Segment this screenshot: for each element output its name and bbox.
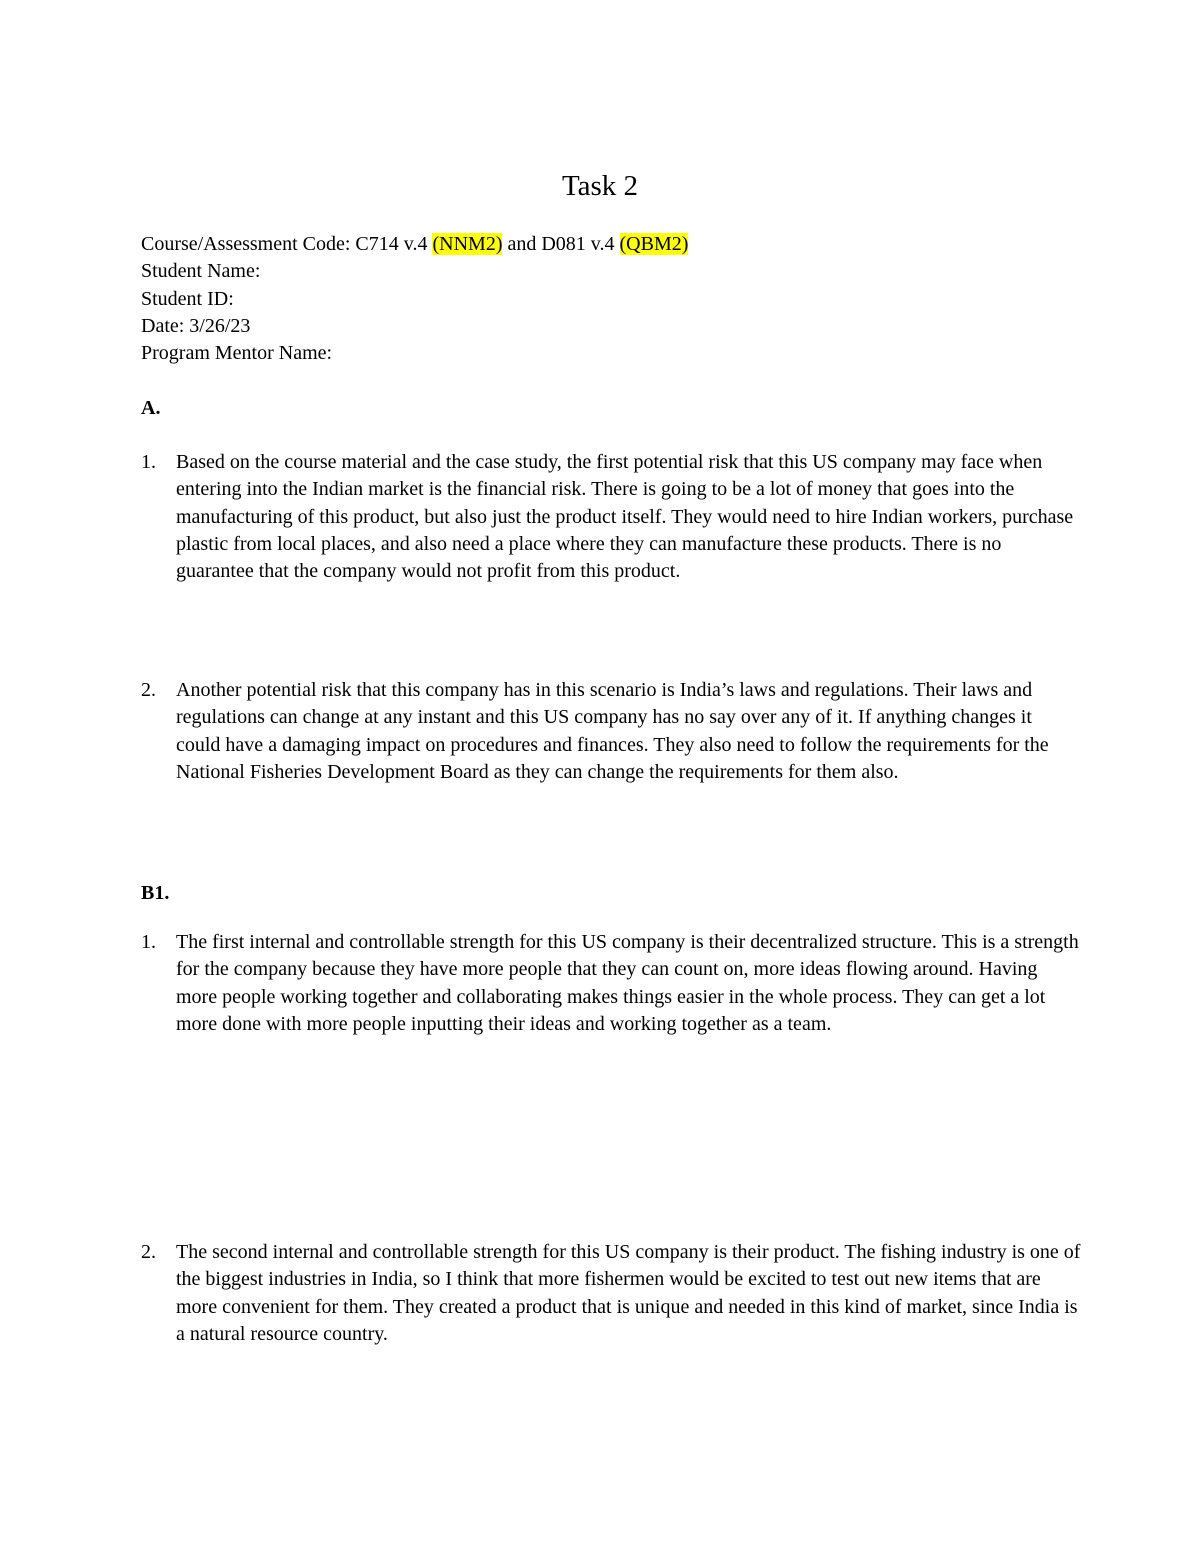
list-item-number: 2. xyxy=(141,1241,156,1263)
section-heading-a: A. xyxy=(141,397,161,419)
list-item xyxy=(141,929,1081,1038)
highlighted-code-nnm2: (NNM2) xyxy=(432,233,503,255)
list-item-number: 1. xyxy=(141,451,156,473)
list-item-text: Another potential risk that this company has in this scenario is India’s laws and regulations. Their laws and regulations can change at any instant and this US company has no say over any of it. If anything changes it could have a damaging impact on procedures and finances. They also need to follow the requirements for the National Fisheries Development Board as they can change the requirements for them also. xyxy=(176,679,1049,783)
date-line: Date: 3/26/23 xyxy=(141,314,251,337)
header-info xyxy=(141,231,688,367)
mentor-line: Program Mentor Name: xyxy=(141,342,333,365)
document-title: Task 2 xyxy=(561,170,639,202)
list-item-number: 1. xyxy=(141,931,156,953)
course-code-label: Course/Assessment Code: C714 v.4 xyxy=(141,233,433,255)
list-item-number: 2. xyxy=(141,679,156,701)
student-id-line: Student ID: xyxy=(141,287,234,310)
list-item-text: The first internal and controllable strength for this US company is their decentralized structure. This is a strength for the company because they have more people that they can count on, more ideas flowing around. Having more people working together and collaborating makes things easier in the whole process. They can get a lot more done with more people inputting their ideas and working together as a team. xyxy=(176,931,1079,1035)
course-code-middle: and D081 v.4 xyxy=(502,233,620,255)
highlighted-code-qbm2: (QBM2) xyxy=(619,233,689,255)
student-name-line: Student Name: xyxy=(141,260,261,283)
list-item xyxy=(141,677,1081,786)
list-item xyxy=(141,1239,1081,1348)
course-code-line xyxy=(141,231,688,258)
section-heading-b1: B1. xyxy=(141,882,170,904)
list-item xyxy=(141,449,1081,585)
list-item-text: Based on the course material and the case study, the first potential risk that this US company may face when entering into the Indian market is the financial risk. There is going to be a lot of money that goes into the manufacturing of this product, but also just the product itself. They would need to hire Indian workers, purchase plastic from local places, and also need a place where they can manufacture these products. There is no guarantee that the company would not profit from this product. xyxy=(176,451,1074,583)
list-item-text: The second internal and controllable strength for this US company is their product. The fishing industry is one of the biggest industries in India, so I think that more fishermen would be excited to test out new items that are more convenient for them. They created a product that is unique and needed in this kind of market, since India is a natural resource country. xyxy=(176,1241,1081,1345)
